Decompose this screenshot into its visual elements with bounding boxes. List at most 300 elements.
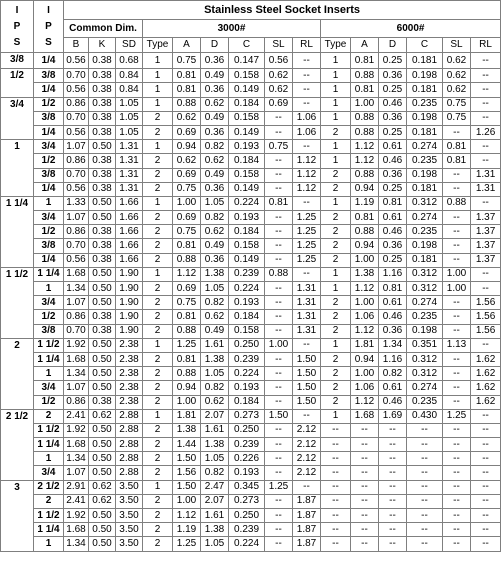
cell-type-6000: 1 [321, 97, 351, 111]
cell-rl-3000: 1.25 [293, 253, 321, 267]
cell-type-6000: 1 [321, 338, 351, 352]
cell-rl-6000: -- [471, 537, 501, 551]
cell-rl-6000: -- [471, 267, 501, 281]
cell-rl-3000: 2.12 [293, 466, 321, 480]
cell-a-3000: 0.88 [173, 367, 201, 381]
ips-letter-p: P [13, 20, 21, 32]
cell-sd: 1.66 [116, 253, 143, 267]
cell-k: 0.50 [89, 452, 116, 466]
cell-c-6000: 0.181 [407, 53, 443, 69]
cell-sd: 2.38 [116, 381, 143, 395]
cell-d-6000: -- [379, 494, 407, 508]
cell-sl-6000: -- [443, 423, 471, 437]
cell-a-3000: 1.19 [173, 523, 201, 537]
cell-a-3000: 0.81 [173, 352, 201, 366]
cell-b: 1.07 [64, 211, 89, 225]
cell-type-3000: 2 [143, 466, 173, 480]
cell-k: 0.38 [89, 154, 116, 168]
cell-type-3000: 2 [143, 253, 173, 267]
cell-type-3000: 2 [143, 282, 173, 296]
cell-a-3000: 0.88 [173, 97, 201, 111]
cell-sd: 1.31 [116, 140, 143, 154]
cell-d-6000: 0.25 [379, 253, 407, 267]
cell-d-3000: 1.38 [201, 352, 229, 366]
cell-type-6000: 2 [321, 395, 351, 409]
cell-d-6000: 0.25 [379, 83, 407, 97]
cell-rl-3000: 1.50 [293, 381, 321, 395]
col-header-d-3000: D [201, 38, 229, 53]
col-header-k: K [89, 38, 116, 53]
cell-sl-3000: 1.25 [265, 480, 293, 494]
cell-type-6000: -- [321, 509, 351, 523]
pipe-size-cell: 1 1/4 [1, 196, 34, 267]
cell-type-3000: 2 [143, 211, 173, 225]
cell-rl-6000: -- [471, 97, 501, 111]
table-row [1, 182, 501, 196]
cell-b: 1.92 [64, 509, 89, 523]
insert-size-cell: 1/4 [34, 53, 64, 69]
cell-c-6000: 0.312 [407, 267, 443, 281]
cell-rl-6000: 1.37 [471, 253, 501, 267]
cell-k: 0.50 [89, 523, 116, 537]
cell-a-6000: 1.00 [351, 367, 379, 381]
cell-d-3000: 0.62 [201, 395, 229, 409]
cell-sd: 1.05 [116, 111, 143, 125]
cell-type-6000: 1 [321, 111, 351, 125]
ips-letter-i: I [47, 4, 50, 16]
table-row [1, 211, 501, 225]
table-row [1, 154, 501, 168]
cell-d-3000: 0.82 [201, 140, 229, 154]
cell-rl-3000: -- [293, 409, 321, 423]
cell-d-6000: 0.46 [379, 310, 407, 324]
cell-a-3000: 1.25 [173, 338, 201, 352]
table-row [1, 196, 501, 210]
insert-size-cell: 1/4 [34, 125, 64, 139]
cell-k: 0.38 [89, 225, 116, 239]
cell-b: 1.68 [64, 523, 89, 537]
cell-type-6000: -- [321, 494, 351, 508]
cell-c-3000: 0.193 [229, 211, 265, 225]
insert-size-cell: 3/8 [34, 324, 64, 338]
cell-c-3000: 0.224 [229, 196, 265, 210]
cell-c-6000: 0.312 [407, 282, 443, 296]
cell-type-3000: 2 [143, 367, 173, 381]
cell-sd: 3.50 [116, 494, 143, 508]
cell-type-6000: 2 [321, 381, 351, 395]
cell-c-6000: -- [407, 537, 443, 551]
cell-sl-6000: -- [443, 125, 471, 139]
cell-k: 0.50 [89, 423, 116, 437]
cell-sl-3000: -- [265, 466, 293, 480]
cell-k: 0.50 [89, 367, 116, 381]
cell-d-6000: 0.25 [379, 125, 407, 139]
cell-k: 0.50 [89, 352, 116, 366]
cell-d-3000: 0.49 [201, 239, 229, 253]
cell-type-6000: -- [321, 423, 351, 437]
cell-d-6000: -- [379, 480, 407, 494]
cell-c-6000: 0.235 [407, 97, 443, 111]
cell-d-3000: 0.82 [201, 296, 229, 310]
cell-d-6000: 0.61 [379, 381, 407, 395]
insert-size-cell: 3/8 [34, 111, 64, 125]
cell-a-3000: 1.81 [173, 409, 201, 423]
cell-a-3000: 0.75 [173, 296, 201, 310]
pipe-size-cell: 3/4 [1, 97, 34, 140]
insert-size-cell: 1 1/2 [34, 338, 64, 352]
insert-size-cell: 1/4 [34, 83, 64, 97]
cell-d-3000: 0.82 [201, 466, 229, 480]
cell-d-3000: 0.36 [201, 125, 229, 139]
cell-type-6000: 2 [321, 253, 351, 267]
cell-type-3000: 1 [143, 409, 173, 423]
cell-sl-3000: 1.00 [265, 338, 293, 352]
cell-type-3000: 1 [143, 196, 173, 210]
cell-k: 0.50 [89, 211, 116, 225]
cell-c-6000: -- [407, 480, 443, 494]
cell-d-3000: 2.07 [201, 494, 229, 508]
cell-sl-3000: -- [265, 296, 293, 310]
cell-a-6000: 0.81 [351, 53, 379, 69]
cell-a-6000: 1.12 [351, 395, 379, 409]
insert-size-cell: 1 1/4 [34, 438, 64, 452]
cell-a-6000: 1.00 [351, 253, 379, 267]
cell-b: 1.68 [64, 267, 89, 281]
insert-size-cell: 1 [34, 367, 64, 381]
table-row [1, 480, 501, 494]
cell-d-6000: 1.16 [379, 267, 407, 281]
cell-c-3000: 0.239 [229, 267, 265, 281]
cell-sd: 0.84 [116, 69, 143, 83]
cell-a-3000: 1.56 [173, 466, 201, 480]
cell-c-6000: 0.235 [407, 395, 443, 409]
cell-d-3000: 1.61 [201, 423, 229, 437]
cell-rl-6000: 1.62 [471, 352, 501, 366]
cell-a-3000: 0.75 [173, 225, 201, 239]
cell-sl-6000: -- [443, 324, 471, 338]
cell-k: 0.38 [89, 97, 116, 111]
cell-sl-3000: -- [265, 523, 293, 537]
cell-c-3000: 0.193 [229, 140, 265, 154]
cell-a-6000: 1.06 [351, 310, 379, 324]
insert-size-cell: 1/2 [34, 97, 64, 111]
insert-size-cell: 3/4 [34, 211, 64, 225]
cell-sd: 1.31 [116, 154, 143, 168]
cell-k: 0.50 [89, 267, 116, 281]
cell-c-6000: 0.430 [407, 409, 443, 423]
cell-type-3000: 2 [143, 168, 173, 182]
cell-a-6000: 0.81 [351, 83, 379, 97]
cell-a-6000: -- [351, 438, 379, 452]
cell-d-3000: 0.62 [201, 154, 229, 168]
cell-d-6000: -- [379, 452, 407, 466]
cell-type-3000: 2 [143, 381, 173, 395]
cell-d-3000: 0.49 [201, 69, 229, 83]
cell-b: 0.70 [64, 69, 89, 83]
cell-d-6000: 1.34 [379, 338, 407, 352]
cell-sl-6000: -- [443, 523, 471, 537]
cell-k: 0.38 [89, 324, 116, 338]
cell-d-6000: 0.46 [379, 395, 407, 409]
cell-a-6000: 1.12 [351, 282, 379, 296]
cell-c-3000: 0.224 [229, 282, 265, 296]
cell-rl-6000: -- [471, 196, 501, 210]
cell-type-3000: 2 [143, 111, 173, 125]
cell-b: 0.56 [64, 53, 89, 69]
cell-type-6000: 2 [321, 225, 351, 239]
cell-sl-6000: 0.62 [443, 53, 471, 69]
cell-a-6000: 0.81 [351, 211, 379, 225]
cell-c-6000: -- [407, 438, 443, 452]
cell-sl-3000: 0.56 [265, 53, 293, 69]
cell-sl-6000: -- [443, 225, 471, 239]
cell-a-6000: -- [351, 466, 379, 480]
cell-b: 0.56 [64, 83, 89, 97]
cell-d-3000: 0.62 [201, 225, 229, 239]
cell-sd: 2.88 [116, 452, 143, 466]
cell-c-6000: 0.181 [407, 182, 443, 196]
cell-sl-3000: -- [265, 381, 293, 395]
cell-type-3000: 2 [143, 310, 173, 324]
cell-d-3000: 0.62 [201, 310, 229, 324]
cell-type-6000: 2 [321, 125, 351, 139]
col-header-rl-6000: RL [471, 38, 501, 53]
cell-d-3000: 1.61 [201, 338, 229, 352]
col-header-sd: SD [116, 38, 143, 53]
cell-a-6000: 0.88 [351, 225, 379, 239]
cell-rl-3000: 1.06 [293, 125, 321, 139]
cell-a-6000: -- [351, 523, 379, 537]
cell-sl-6000: -- [443, 537, 471, 551]
table-row [1, 395, 501, 409]
cell-sl-6000: 1.13 [443, 338, 471, 352]
cell-sl-3000: -- [265, 509, 293, 523]
cell-c-6000: 0.235 [407, 310, 443, 324]
cell-sl-3000: -- [265, 111, 293, 125]
cell-type-3000: 1 [143, 140, 173, 154]
cell-type-3000: 1 [143, 338, 173, 352]
cell-sl-6000: 0.81 [443, 140, 471, 154]
cell-d-6000: -- [379, 509, 407, 523]
cell-d-3000: 2.07 [201, 409, 229, 423]
cell-sl-3000: -- [265, 154, 293, 168]
cell-c-6000: 0.198 [407, 168, 443, 182]
cell-a-3000: 0.62 [173, 154, 201, 168]
cell-rl-3000: 1.25 [293, 211, 321, 225]
cell-b: 1.07 [64, 140, 89, 154]
table-row [1, 267, 501, 281]
cell-sl-3000: 0.62 [265, 69, 293, 83]
cell-b: 0.70 [64, 324, 89, 338]
cell-type-3000: 1 [143, 83, 173, 97]
insert-size-cell: 1 [34, 196, 64, 210]
insert-size-cell: 3/8 [34, 239, 64, 253]
col-header-c-6000: C [407, 38, 443, 53]
cell-sl-3000: -- [265, 182, 293, 196]
cell-c-3000: 0.158 [229, 168, 265, 182]
table-row [1, 409, 501, 423]
cell-rl-6000: -- [471, 423, 501, 437]
cell-a-3000: 0.81 [173, 69, 201, 83]
cell-a-3000: 1.38 [173, 423, 201, 437]
cell-a-3000: 0.62 [173, 111, 201, 125]
cell-type-6000: 1 [321, 154, 351, 168]
header-row-columns [1, 38, 501, 53]
cell-rl-3000: -- [293, 83, 321, 97]
cell-d-6000: 0.81 [379, 196, 407, 210]
cell-d-6000: 0.61 [379, 296, 407, 310]
cell-c-3000: 0.158 [229, 324, 265, 338]
cell-b: 1.92 [64, 423, 89, 437]
cell-sd: 2.88 [116, 438, 143, 452]
cell-c-3000: 0.239 [229, 523, 265, 537]
insert-size-cell: 1 [34, 537, 64, 551]
cell-rl-6000: -- [471, 438, 501, 452]
cell-b: 1.34 [64, 452, 89, 466]
cell-a-3000: 0.81 [173, 239, 201, 253]
cell-d-3000: 1.61 [201, 509, 229, 523]
table-row [1, 168, 501, 182]
cell-b: 0.86 [64, 395, 89, 409]
cell-d-3000: 0.36 [201, 253, 229, 267]
class-6000-header: 6000# [321, 20, 501, 38]
cell-type-6000: -- [321, 480, 351, 494]
cell-a-3000: 1.00 [173, 494, 201, 508]
cell-d-6000: 1.69 [379, 409, 407, 423]
cell-c-6000: -- [407, 466, 443, 480]
cell-c-6000: 0.198 [407, 69, 443, 83]
cell-d-6000: 0.36 [379, 168, 407, 182]
cell-type-3000: 1 [143, 267, 173, 281]
cell-a-6000: 0.88 [351, 111, 379, 125]
cell-sd: 1.31 [116, 168, 143, 182]
cell-a-3000: 0.81 [173, 83, 201, 97]
cell-sd: 2.88 [116, 409, 143, 423]
table-row [1, 537, 501, 551]
col-header-type-3000: Type [143, 38, 173, 53]
cell-rl-6000: 1.56 [471, 296, 501, 310]
cell-sd: 1.66 [116, 196, 143, 210]
cell-sl-6000: -- [443, 310, 471, 324]
cell-type-3000: 2 [143, 423, 173, 437]
cell-a-3000: 1.12 [173, 267, 201, 281]
cell-rl-3000: 1.25 [293, 225, 321, 239]
col-header-c-3000: C [229, 38, 265, 53]
cell-type-6000: 1 [321, 196, 351, 210]
cell-rl-6000: 1.31 [471, 168, 501, 182]
cell-rl-6000: 1.37 [471, 239, 501, 253]
cell-rl-3000: 1.06 [293, 111, 321, 125]
cell-rl-3000: -- [293, 97, 321, 111]
cell-a-6000: -- [351, 452, 379, 466]
cell-rl-6000: -- [471, 140, 501, 154]
cell-c-3000: 0.239 [229, 352, 265, 366]
cell-k: 0.38 [89, 69, 116, 83]
cell-a-3000: 0.75 [173, 182, 201, 196]
cell-sl-3000: -- [265, 225, 293, 239]
cell-rl-6000: 1.56 [471, 310, 501, 324]
cell-rl-3000: -- [293, 140, 321, 154]
cell-type-3000: 2 [143, 537, 173, 551]
cell-d-3000: 0.49 [201, 324, 229, 338]
table-row [1, 352, 501, 366]
cell-d-3000: 1.05 [201, 196, 229, 210]
insert-size-cell: 1/4 [34, 253, 64, 267]
cell-d-6000: 0.46 [379, 154, 407, 168]
cell-k: 0.50 [89, 140, 116, 154]
cell-sl-3000: -- [265, 253, 293, 267]
cell-c-6000: 0.198 [407, 239, 443, 253]
pipe-size-cell: 1/2 [1, 69, 34, 97]
cell-k: 0.50 [89, 381, 116, 395]
cell-sd: 1.90 [116, 324, 143, 338]
cell-a-3000: 0.69 [173, 282, 201, 296]
header-row-title [1, 1, 501, 20]
cell-rl-3000: 2.12 [293, 452, 321, 466]
cell-a-6000: -- [351, 494, 379, 508]
cell-type-3000: 2 [143, 494, 173, 508]
cell-rl-6000: 1.31 [471, 182, 501, 196]
cell-rl-3000: -- [293, 267, 321, 281]
cell-rl-6000: 1.37 [471, 225, 501, 239]
cell-c-6000: 0.198 [407, 111, 443, 125]
cell-type-3000: 1 [143, 97, 173, 111]
col-header-type-6000: Type [321, 38, 351, 53]
cell-type-3000: 2 [143, 324, 173, 338]
cell-d-6000: -- [379, 537, 407, 551]
insert-size-cell: 3/4 [34, 296, 64, 310]
table-row [1, 466, 501, 480]
cell-c-3000: 0.149 [229, 182, 265, 196]
table-row [1, 509, 501, 523]
cell-type-6000: 2 [321, 324, 351, 338]
cell-d-6000: 0.46 [379, 97, 407, 111]
cell-sd: 2.38 [116, 395, 143, 409]
table-row [1, 452, 501, 466]
cell-d-3000: 0.36 [201, 182, 229, 196]
cell-b: 0.70 [64, 111, 89, 125]
col-header-b: B [64, 38, 89, 53]
cell-d-6000: 0.81 [379, 282, 407, 296]
cell-c-3000: 0.250 [229, 338, 265, 352]
cell-rl-3000: 1.12 [293, 168, 321, 182]
insert-size-cell: 1 [34, 282, 64, 296]
table-row [1, 438, 501, 452]
table-row [1, 310, 501, 324]
cell-a-6000: 1.81 [351, 338, 379, 352]
cell-b: 1.34 [64, 537, 89, 551]
table-row [1, 111, 501, 125]
cell-sl-3000: -- [265, 395, 293, 409]
cell-sl-3000: -- [265, 125, 293, 139]
cell-rl-3000: 1.87 [293, 494, 321, 508]
cell-d-6000: 0.61 [379, 140, 407, 154]
cell-a-3000: 1.25 [173, 537, 201, 551]
cell-sl-6000: -- [443, 395, 471, 409]
cell-d-3000: 0.82 [201, 211, 229, 225]
cell-rl-3000: -- [293, 53, 321, 69]
cell-rl-6000: -- [471, 154, 501, 168]
cell-sl-3000: 0.75 [265, 140, 293, 154]
cell-sd: 3.50 [116, 509, 143, 523]
cell-type-6000: 1 [321, 83, 351, 97]
cell-sl-3000: -- [265, 438, 293, 452]
cell-a-6000: 1.00 [351, 296, 379, 310]
table-row [1, 324, 501, 338]
cell-sd: 1.05 [116, 97, 143, 111]
table-row [1, 225, 501, 239]
cell-d-6000: 0.36 [379, 69, 407, 83]
